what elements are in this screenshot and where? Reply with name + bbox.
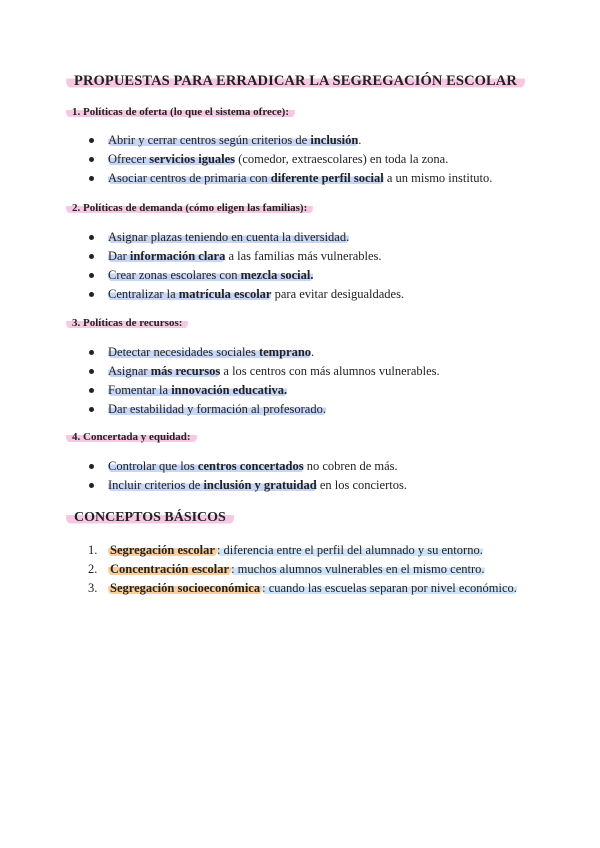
- list-item: Controlar que los centros concertados no cobren de más.: [88, 457, 407, 476]
- bullet-icon: [89, 176, 94, 181]
- concept-item: 3. Segregación socioeconómica : cuando las escuelas separan por nivel económico.: [88, 581, 517, 595]
- concept-item: 2. Concentración escolar : muchos alumnos vulnerables en el mismo centro.: [88, 562, 485, 576]
- list-item: Asignar más recursos a los centros con más alumnos vulnerables.: [88, 362, 440, 381]
- section-heading-text: 3. Políticas de recursos:: [66, 317, 188, 329]
- section-heading-recursos: [66, 317, 188, 329]
- list-item: Centralizar la matrícula escolar para evitar desigualdades.: [88, 285, 404, 304]
- section-heading-text: 2. Políticas de demanda (cómo eligen las familias):: [66, 202, 313, 214]
- section-heading-demanda: [66, 202, 313, 214]
- list-item: Abrir y cerrar centros según criterios de inclusión.: [88, 131, 492, 150]
- list-item: Crear zonas escolares con mezcla social.: [88, 266, 404, 285]
- bullet-icon: [89, 235, 94, 240]
- concepts-list: [88, 541, 518, 598]
- concepts-title-text: CONCEPTOS BÁSICOS: [66, 510, 234, 525]
- bullet-icon: [89, 464, 94, 469]
- demanda-list: [88, 228, 404, 304]
- bullet-icon: [89, 273, 94, 278]
- bullet-icon: [89, 157, 94, 162]
- list-item: Dar estabilidad y formación al profesorado.: [88, 400, 440, 419]
- concept-item: 1. Segregación escolar : diferencia entre el perfil del alumnado y su entorno.: [88, 543, 483, 557]
- list-item: Asignar plazas teniendo en cuenta la diversidad.: [88, 228, 404, 247]
- section-heading-concertada: [66, 431, 197, 443]
- list-item: Fomentar la innovación educativa.: [88, 381, 440, 400]
- section-heading-text: 1. Políticas de oferta (lo que el sistema ofrece):: [66, 106, 295, 118]
- list-item: Detectar necesidades sociales temprano.: [88, 343, 440, 362]
- bullet-icon: [89, 369, 94, 374]
- bullet-icon: [89, 483, 94, 488]
- bullet-icon: [89, 254, 94, 259]
- oferta-list: [88, 131, 492, 188]
- list-item: Ofrecer servicios iguales (comedor, extraescolares) en toda la zona.: [88, 150, 492, 169]
- page-title-text: PROPUESTAS PARA ERRADICAR LA SEGREGACIÓN ESCOLAR: [66, 73, 525, 89]
- list-item: Incluir criterios de inclusión y gratuidad en los conciertos.: [88, 476, 407, 495]
- section-heading-oferta: [66, 106, 295, 118]
- bullet-icon: [89, 407, 94, 412]
- section-heading-text: 4. Concertada y equidad:: [66, 431, 197, 443]
- list-item: Asociar centros de primaria con diferente perfil social a un mismo instituto.: [88, 169, 492, 188]
- bullet-icon: [89, 292, 94, 297]
- recursos-list: [88, 343, 440, 419]
- bullet-icon: [89, 388, 94, 393]
- list-item: Dar información clara a las familias más vulnerables.: [88, 247, 404, 266]
- concepts-title: [66, 510, 234, 526]
- bullet-icon: [89, 138, 94, 143]
- page-title: [66, 73, 525, 90]
- bullet-icon: [89, 350, 94, 355]
- concertada-list: [88, 457, 407, 495]
